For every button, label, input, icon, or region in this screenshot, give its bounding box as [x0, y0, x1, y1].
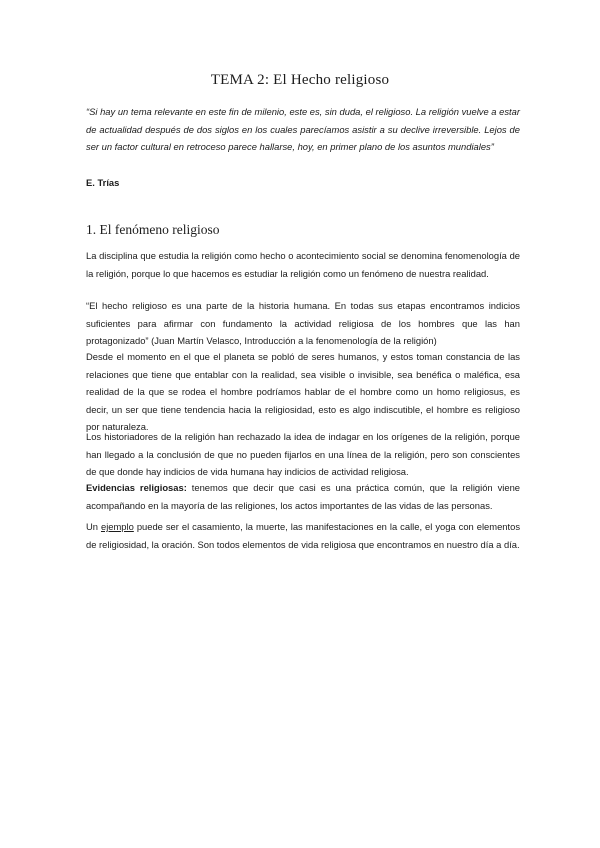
paragraph-example [86, 518, 520, 553]
document-title: TEMA 2: El Hecho religioso [210, 72, 390, 88]
epigraph-quote: “Si hay un tema relevante en este fin de milenio, este es, sin duda, el religioso. La religión vuelve a estar de actualidad después de dos siglos en los cuales parecíamos asistir a su declive irreversible. Lejos de ser un factor cultural en retroceso parece hallarse, hoy, en primer plano de los asuntos mundiales” [86, 106, 520, 153]
example-underlined-word: ejemplo [100, 521, 134, 532]
quote-author: E. Trías [86, 177, 120, 188]
paragraph-evidence [86, 479, 520, 514]
evidence-label: Evidencias religiosas: [86, 482, 187, 493]
example-prefix: Un [86, 521, 101, 532]
paragraph-citation: “El hecho religioso es una parte de la historia humana. En todas sus etapas encontramos indicios suficientes para afirmar con fundamento la actividad religiosa de los hombres que las han protagonizado” (Juan Martín Velasco, Introducción a la fenomenología de la religión) [86, 300, 520, 347]
evidence-text: tenemos que decir que casi es una práctica común, que la religión viene acompañando en la mayoría de las religiones, los actos importantes de las vidas de las personas. [86, 482, 520, 511]
section-heading: 1. El fenómeno religioso [86, 222, 220, 237]
example-text: puede ser el casamiento, la muerte, las manifestaciones en la calle, el yoga con elementos de religiosidad, la oración. Son todos elementos de vida religiosa que encontramos en nuestro día a día. [86, 521, 521, 550]
paragraph-homo-religiosus: Desde el momento en el que el planeta se pobló de seres humanos, y estos toman constancia de las relaciones que tiene que entablar con la realidad, sea visible o invisible, sea benéfica o maléfica, esa realidad de la que se rodea el hombre podríamos hablar de el hombre como un homo religiosus, es decir, un ser que tiene tendencia hacia la religiosidad, esto es algo indiscutible, el hombre es religioso por naturaleza. [86, 351, 520, 433]
paragraph-historians: Los historiadores de la religión han rechazado la idea de indagar en los orígenes de la religión, porque han llegado a la conclusión de que no pueden fijarlos en una línea de la religión, pero son conscientes de que donde hay indicios de vida humana hay indicios de actividad religiosa. [86, 431, 520, 478]
paragraph-definition: La disciplina que estudia la religión como hecho o acontecimiento social se denomina fenomenología de la religión, porque lo que hacemos es estudiar la religión como un fenómeno de nuestra realidad. [86, 250, 520, 279]
